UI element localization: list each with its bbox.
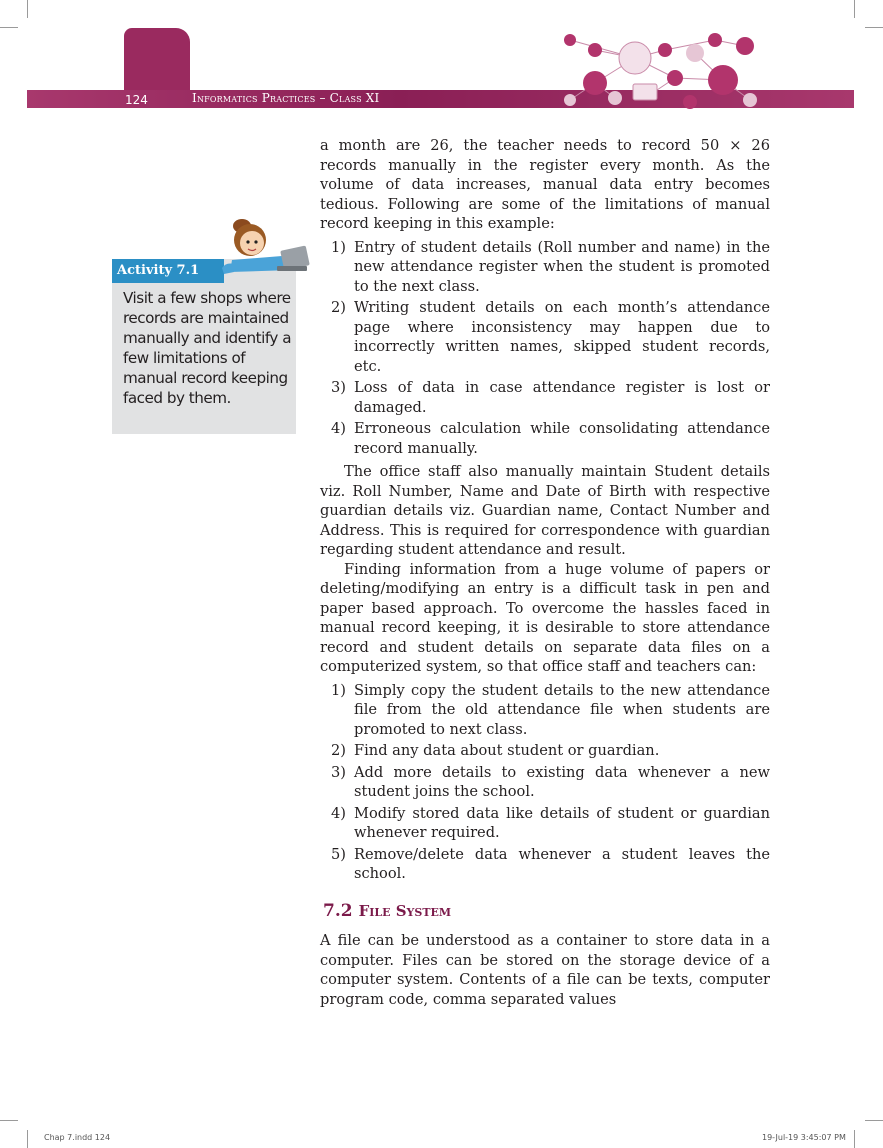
section-title: File System: [358, 901, 452, 920]
crop-mark: [854, 1130, 855, 1148]
activity-text: Visit a few shops where records are maintained manually and identify a few limitations of manual record keeping faced by them.: [123, 289, 292, 407]
list-text: Loss of data in case attendance register is lost or damaged.: [354, 379, 770, 416]
section-heading: [323, 902, 770, 922]
crop-mark: [0, 27, 18, 28]
list-item: [320, 238, 770, 297]
list-number: 4): [331, 420, 346, 437]
crop-mark: [865, 27, 883, 28]
crop-mark: [27, 0, 28, 18]
list-text: Modify stored data like details of student or guardian whenever required.: [354, 804, 770, 841]
footer-slug-left: Chap 7.indd 124: [44, 1133, 111, 1142]
list-text: Writing student details on each month’s attendance page where inconsistency may happen due to incorrectly written names, skipped student records, etc.: [354, 299, 770, 375]
list-number: 3): [331, 763, 346, 781]
list-item: [320, 763, 770, 802]
running-title: Informatics Practices – Class XI: [192, 91, 380, 105]
limitations-list: [320, 238, 770, 459]
network-illustration-icon: [555, 28, 795, 112]
list-item: [320, 298, 770, 376]
staff-paragraph: The office staff also manually maintain Student details viz. Roll Number, Name and Date of Birth with respective guardian details viz. Guardian name, Contact Number and Address. This is required for correspondence with guardian regarding student attendance and result.: [320, 463, 770, 558]
footer-slug-right: 19-Jul-19 3:45:07 PM: [762, 1133, 846, 1142]
list-number: 5): [331, 845, 346, 863]
crop-mark: [865, 1120, 883, 1121]
list-item: [320, 741, 770, 761]
crop-mark: [0, 1120, 18, 1121]
list-text: Erroneous calculation while consolidating attendance record manually.: [354, 420, 770, 457]
crop-mark: [27, 1130, 28, 1148]
list-item: [320, 419, 770, 458]
list-number: 1): [331, 681, 346, 699]
benefits-list: [320, 681, 770, 884]
list-item: [320, 681, 770, 740]
list-text: Remove/delete data whenever a student leaves the school.: [354, 845, 770, 882]
list-number: 4): [331, 804, 346, 822]
list-number: 2): [331, 299, 346, 316]
section-number: 7.2: [323, 900, 353, 921]
activity-title: Activity 7.1: [112, 259, 224, 283]
list-text: Find any data about student or guardian.: [354, 742, 660, 759]
section-paragraph: A file can be understood as a container to store data in a computer. Files can be stored on the storage device of a computer system. Contents of a file can be texts, computer program code, comma separated values: [320, 932, 770, 1008]
list-number: 3): [331, 379, 346, 396]
list-text: Simply copy the student details to the new attendance file from the old attendance file when students are promoted to next class.: [354, 681, 770, 738]
finding-paragraph: Finding information from a huge volume of papers or deleting/modifying an entry is a difficult task in pen and paper based approach. To overcome the hassles faced in manual record keeping, it is desirable to store attendance record and student details on separate data files on a computerized system, so that office staff and teachers can:: [320, 560, 770, 675]
list-item: [320, 804, 770, 843]
list-text: Add more details to existing data whenever a new student joins the school.: [354, 763, 770, 800]
crop-mark: [854, 0, 855, 18]
girl-with-laptop-icon: [222, 208, 317, 286]
list-item: [320, 845, 770, 884]
main-text-column: [320, 136, 770, 1009]
intro-paragraph: a month are 26, the teacher needs to record 50 × 26 records manually in the register every month. As the volume of data increases, manual data entry becomes tedious. Following are some of the limitations of manual record keeping in this example:: [320, 137, 770, 232]
list-number: 2): [331, 742, 346, 759]
page-number: 124: [125, 93, 148, 107]
list-number: 1): [331, 238, 346, 256]
list-item: [320, 378, 770, 417]
list-text: Entry of student details (Roll number and name) in the new attendance register when the student is promoted to the next class.: [354, 238, 770, 295]
